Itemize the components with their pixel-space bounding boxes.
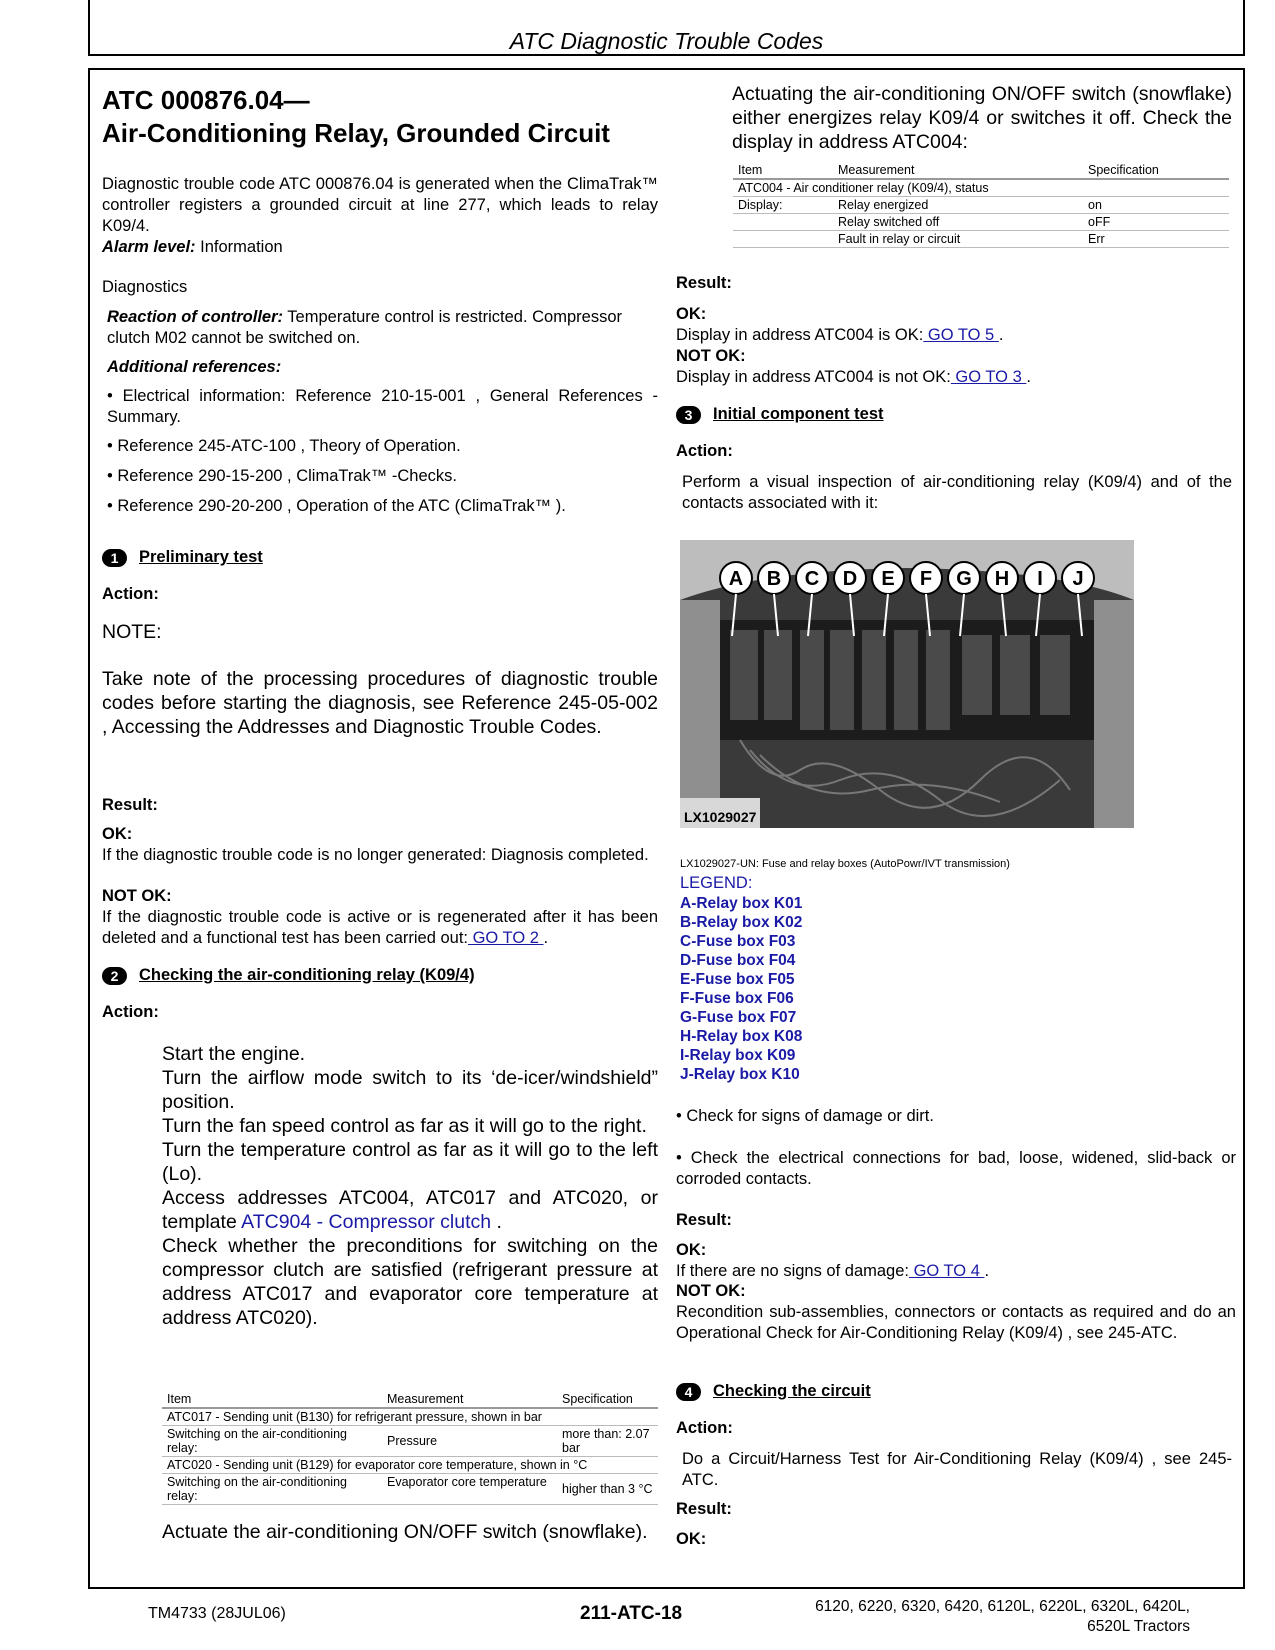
dtc-code: ATC 000876.04— [102, 85, 310, 115]
table-cell: Fault in relay or circuit [833, 231, 1083, 248]
result-label: Result: [676, 274, 732, 292]
table-header: Item [162, 1391, 382, 1408]
table-section-row: ATC020 - Sending unit (B129) for evaporator core temperature, shown in °C [162, 1457, 658, 1474]
step-title: Checking the circuit [713, 1382, 871, 1400]
footer-page-number: 211-ATC-18 [580, 1603, 683, 1624]
action-label: Action: [102, 585, 159, 603]
not-ok-text: Display in address ATC004 is not OK: GO TO 3 . [676, 368, 1031, 386]
page-header-title: ATC Diagnostic Trouble Codes [509, 28, 824, 54]
photo-id-label: LX1029027 [684, 809, 757, 825]
reaction-label: Reaction of controller: [107, 308, 284, 326]
instruction-text: Access addresses ATC004, ATC017 and ATC020, or template [162, 1187, 658, 1233]
photo-callout-label: I [1037, 568, 1043, 590]
table-header: Item [733, 162, 833, 179]
legend-item: I-Relay box K09 [680, 1047, 796, 1064]
photo-callout-label: J [1072, 568, 1084, 590]
table-cell: more than: 2.07 bar [557, 1426, 658, 1457]
right-intro: Actuating the air-conditioning ON/OFF switch (snowflake) either energizes relay K09/4 or switches it off. Check the display in address ATC004: [732, 83, 1232, 153]
table-header: Specification [557, 1391, 658, 1408]
result-label: Result: [676, 1211, 732, 1229]
not-ok-text-body: If the diagnostic trouble code is active or is regenerated after it has been deleted and a functional test has been carried out: [102, 908, 658, 947]
table-cell [733, 231, 833, 248]
photo-callout-label: C [804, 568, 820, 590]
instruction-item: Start the engine. [162, 1043, 306, 1065]
not-ok-text: If the diagnostic trouble code is active or is regenerated after it has been deleted and a functional test has been carried out: GO TO 2 . [102, 908, 658, 947]
ok-label: OK: [676, 1241, 707, 1259]
table-cell [733, 214, 833, 231]
ok-label: OK: [676, 1530, 707, 1548]
not-ok-label: NOT OK: [676, 347, 746, 365]
step-title: Preliminary test [139, 548, 263, 566]
table-cell: higher than 3 °C [557, 1474, 658, 1505]
ok-text: Display in address ATC004 is OK: GO TO 5 . [676, 326, 1004, 344]
legend-list [680, 894, 802, 1084]
result-label: Result: [102, 796, 158, 814]
table-cell: Err [1083, 231, 1229, 248]
legend-item: B-Relay box K02 [680, 914, 803, 931]
legend-item: C-Fuse box F03 [680, 933, 796, 950]
instruction-item: Actuate the air-conditioning ON/OFF switch (snowflake). [162, 1521, 648, 1543]
result-label: Result: [676, 1500, 732, 1518]
table-cell: Relay energized [833, 197, 1083, 214]
step-title: Checking the air-conditioning relay (K09/4) [139, 966, 475, 984]
step-3-heading [676, 405, 1236, 424]
additional-references-heading [107, 357, 663, 378]
legend-item: D-Fuse box F04 [680, 952, 796, 969]
check-bullet: • Check the electrical connections for bad, loose, widened, slid-back or corroded contacts. [676, 1149, 1236, 1188]
table-cell: Switching on the air-conditioning relay: [162, 1474, 382, 1505]
table-cell: Evaporator core temperature [382, 1474, 557, 1505]
table-header: Measurement [382, 1391, 557, 1408]
goto-step-4-link[interactable]: GO TO 4 [908, 1262, 985, 1280]
not-ok-label: NOT OK: [102, 887, 172, 905]
photo-illustration [680, 540, 1134, 828]
note-text: Take note of the processing procedures of diagnostic trouble codes before starting the diagnosis, see Reference 245-05-002 , Accessing the Addresses and Diagnostic Trouble Codes. [102, 668, 658, 738]
step-title: Initial component test [713, 405, 884, 423]
reference-item[interactable]: • Reference 290-20-200 , Operation of the ATC (ClimaTrak™ ). [107, 497, 566, 515]
additional-references-label: Additional references: [107, 358, 282, 376]
photo-callout-label: E [881, 568, 895, 590]
table-cell: Relay switched off [833, 214, 1083, 231]
step-number-badge: 4 [676, 1383, 701, 1401]
instruction-item: Turn the temperature control as far as it will go to the left (Lo). [162, 1139, 658, 1185]
step-4-heading [676, 1382, 1236, 1401]
photo-callout-label: D [842, 568, 858, 590]
instruction-item: Turn the airflow mode switch to its ‘de-icer/windshield” position. [162, 1067, 658, 1113]
ok-text: If there are no signs of damage: GO TO 4 . [676, 1262, 990, 1280]
alarm-level-label: Alarm level: [102, 238, 196, 256]
goto-step-5-link[interactable]: GO TO 5 [923, 326, 999, 344]
photo-caption: LX1029027-UN: Fuse and relay boxes (AutoPowr/IVT transmission) [680, 858, 1010, 870]
fuse-relay-box-photo [680, 540, 1134, 828]
step-2-heading [102, 966, 658, 985]
legend-item: F-Fuse box F06 [680, 990, 794, 1007]
reference-item[interactable]: • Electrical information: Reference 210-15-001 , General References - Summary. [107, 387, 658, 426]
pressure-temperature-table [162, 1391, 658, 1505]
instruction-item [162, 1186, 658, 1234]
reaction-text: Temperature control is restricted. Compressor clutch M02 cannot be switched on. [107, 308, 622, 347]
instruction-list [162, 1042, 658, 1330]
check-bullet: • Check for signs of damage or dirt. [676, 1107, 934, 1125]
template-link[interactable]: ATC904 - Compressor clutch [241, 1211, 492, 1233]
action-label: Action: [102, 1003, 159, 1021]
legend-title: LEGEND: [680, 874, 753, 892]
footer-models-line: 6520L Tractors [1087, 1618, 1190, 1635]
reference-item[interactable]: • Reference 290-15-200 , ClimaTrak™ -Checks. [107, 467, 457, 485]
step-number-badge: 2 [102, 967, 127, 985]
relay-status-table [733, 162, 1229, 248]
not-ok-text-body: Display in address ATC004 is not OK: [676, 368, 951, 386]
ok-label: OK: [102, 825, 133, 843]
reference-item[interactable]: • Reference 245-ATC-100 , Theory of Operation. [107, 437, 461, 455]
legend-item: E-Fuse box F05 [680, 971, 795, 988]
table-header: Measurement [833, 162, 1083, 179]
goto-step-2-link[interactable]: GO TO 2 [468, 929, 544, 947]
instruction-item: Check whether the preconditions for switching on the compressor clutch are satisfied (refrigerant pressure at address ATC017 and evaporator core temperature at address ATC020). [162, 1235, 658, 1329]
ok-text-body: If there are no signs of damage: [676, 1262, 909, 1280]
step-number-badge: 3 [676, 406, 701, 424]
table-header: Specification [1083, 162, 1229, 179]
ok-text: If the diagnostic trouble code is no longer generated: Diagnosis completed. [102, 846, 649, 864]
table-section-row: ATC004 - Air conditioner relay (K09/4), status [733, 179, 1229, 197]
legend-item: A-Relay box K01 [680, 895, 803, 912]
legend-item: G-Fuse box F07 [680, 1009, 797, 1026]
table-cell: Switching on the air-conditioning relay: [162, 1426, 382, 1457]
table-section-row: ATC017 - Sending unit (B130) for refrigerant pressure, shown in bar [162, 1408, 658, 1426]
photo-callout-label: A [728, 568, 744, 590]
table-cell: on [1083, 197, 1229, 214]
step-number-badge: 1 [102, 549, 127, 567]
table-cell: Pressure [382, 1426, 557, 1457]
legend-item: J-Relay box K10 [680, 1066, 800, 1083]
diagnostics-heading: Diagnostics [102, 278, 188, 296]
photo-callout-label: F [919, 568, 933, 590]
footer-models-line: 6120, 6220, 6320, 6420, 6120L, 6220L, 6320L, 6420L, [815, 1598, 1190, 1615]
footer-models [770, 1597, 1190, 1637]
not-ok-text: Recondition sub-assemblies, connectors or contacts as required and do an Operational Check for Air-Conditioning Relay (K09/4) , see 245-ATC. [676, 1303, 1236, 1342]
ok-label: OK: [676, 305, 707, 323]
dtc-description: Air-Conditioning Relay, Grounded Circuit [102, 118, 610, 148]
photo-callout-label: G [956, 568, 972, 590]
step-1-heading [102, 548, 658, 567]
reaction-of-controller [107, 307, 627, 349]
instruction-item: Turn the fan speed control as far as it will go to the right. [162, 1115, 647, 1137]
ok-text-body: Display in address ATC004 is OK: [676, 326, 924, 344]
action-text: Perform a visual inspection of air-conditioning relay (K09/4) and of the contacts associated with it: [682, 473, 1232, 512]
table-cell: oFF [1083, 214, 1229, 231]
legend-item: H-Relay box K08 [680, 1028, 803, 1045]
action-label: Action: [676, 1419, 733, 1437]
alarm-level [102, 237, 658, 258]
note-label: NOTE: [102, 621, 162, 643]
action-label: Action: [676, 442, 733, 460]
action-text: Do a Circuit/Harness Test for Air-Conditioning Relay (K09/4) , see 245-ATC. [682, 1450, 1232, 1489]
photo-callout-label: H [994, 568, 1010, 590]
intro-paragraph: Diagnostic trouble code ATC 000876.04 is generated when the ClimaTrak™ controller registers a grounded circuit at line 277, which leads to relay K09/4. [102, 175, 658, 235]
goto-step-3-link[interactable]: GO TO 3 [950, 368, 1027, 386]
dtc-title [102, 84, 658, 150]
not-ok-label: NOT OK: [676, 1282, 746, 1300]
alarm-level-value: Information [195, 238, 283, 256]
photo-callout-label: B [766, 568, 782, 590]
instruction-text: . [491, 1211, 502, 1233]
table-cell: Display: [733, 197, 833, 214]
footer-manual-id: TM4733 (28JUL06) [148, 1605, 286, 1622]
